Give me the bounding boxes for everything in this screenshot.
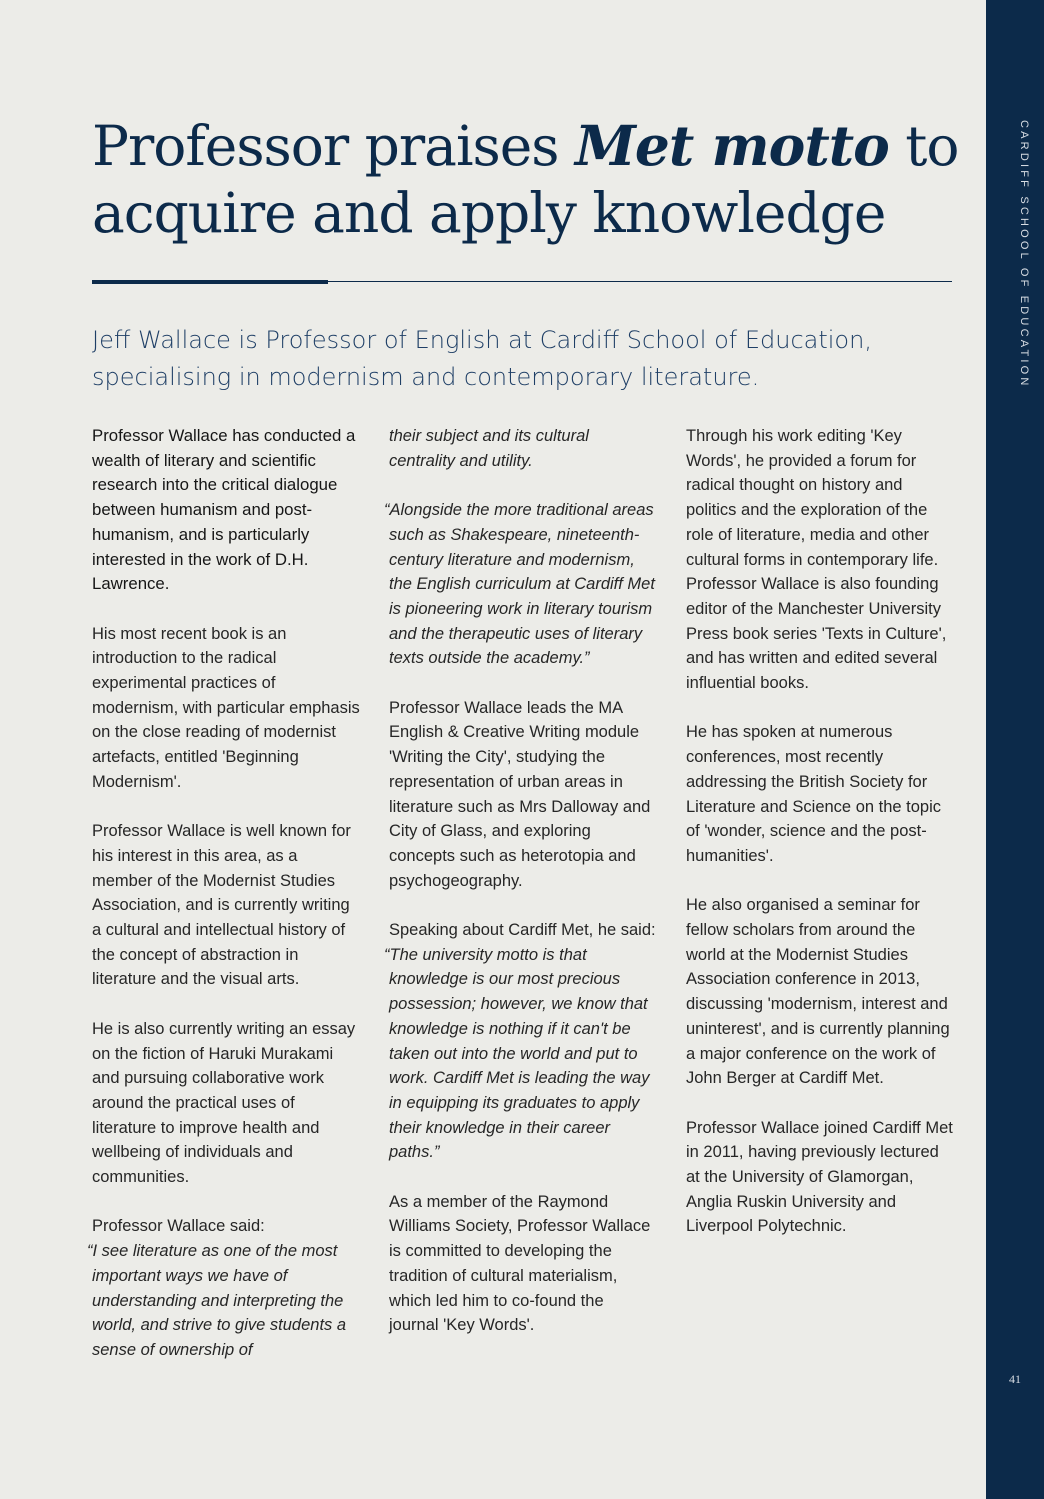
body-paragraph: His most recent book is an introduction to the radical experimental practices of modernism, with particular emphasis on the close reading of modernist artefacts, entitled 'Beginning Modernism'. xyxy=(92,624,360,791)
title-part-1: Professor praises xyxy=(92,114,576,178)
lead-paragraph: Professor Wallace has conducted a wealth of literary and scientific research into the critical dialogue between humanism and post-humanism, and is particularly interested in the work of D.H. Lawrence. xyxy=(92,426,356,594)
body-paragraph: Professor Wallace joined Cardiff Met in 2011, having previously lectured at the University of Glamorgan, Anglia Ruskin University and Liverpool Polytechnic. xyxy=(686,1118,953,1236)
article-column-3 xyxy=(686,424,954,1264)
sidebar xyxy=(986,0,1044,1499)
title-divider-accent xyxy=(92,280,328,284)
article-column-2 xyxy=(384,424,657,1363)
page-title xyxy=(92,112,972,247)
body-paragraph: Through his work editing 'Key Words', he provided a forum for radical thought on history and politics and the exploration of the role of literature, media and other cultural forms in contemporary life. Professor Wallace is also founding editor of the Manchester University Press book series 'Texts in Culture', and has written and edited several influential books. xyxy=(686,427,947,693)
pull-quote-continued: their subject and its cultural centrality and utility. xyxy=(389,427,589,470)
section-label: CARDIFF SCHOOL OF EDUCATION xyxy=(1018,120,1030,389)
body-paragraph: Professor Wallace is well known for his interest in this area, as a member of the Modernist Studies Association, and is currently writing a cultural and intellectual history of the concept of abstraction in literature and the visual arts. xyxy=(92,822,351,989)
body-paragraph: He also organised a seminar for fellow scholars from around the world at the Modernist Studies Association conference in 2013, discussing 'modernism, interest and uninterest', and is currently planning a major conference on the work of John Berger at Cardiff Met. xyxy=(686,896,950,1088)
body-paragraph: He has spoken at numerous conferences, most recently addressing the British Society for Literature and Science on the topic of 'wonder, science and the post-humanities'. xyxy=(686,723,942,865)
page-number: 41 xyxy=(1009,1372,1021,1386)
intro-standfirst: Jeff Wallace is Professor of English at Cardiff School of Education, specialising in modernism and contemporary literature. xyxy=(92,326,872,391)
body-paragraph: He is also currently writing an essay on the fiction of Haruki Murakami and pursuing collaborative work around the practical uses of literature to improve health and wellbeing of individuals and communities. xyxy=(92,1019,356,1187)
body-paragraph: Professor Wallace leads the MA English & Creative Writing module 'Writing the City', studying the representation of urban areas in literature such as Mrs Dalloway and City of Glass, and exploring concepts such as heterotopia and psychogeography. xyxy=(389,698,651,890)
pull-quote: “Alongside the more traditional areas such as Shakespeare, nineteenth-century literature and modernism, the English curriculum at Cardiff Met is pioneering work in literary tourism and the therapeutic uses of literary texts outside the academy.” xyxy=(384,501,655,668)
pull-quote: “The university motto is that knowledge is our most precious possession; however, we know that knowledge is nothing if it can't be taken out into the world and put to work. Cardiff Met is leading the way in equipping its graduates to apply their knowledge in their career paths.” xyxy=(384,945,650,1162)
body-paragraph: As a member of the Raymond Williams Society, Professor Wallace is committed to developing the tradition of cultural materialism, which led him to co-found the journal 'Key Words'. xyxy=(389,1192,651,1335)
pull-quote: “I see literature as one of the most important ways we have of understanding and interpreting the world, and strive to give students a sense of ownership of xyxy=(87,1242,347,1359)
body-paragraph: Speaking about Cardiff Met, he said: xyxy=(389,921,656,940)
title-emphasis: Met motto xyxy=(575,113,889,178)
article-column-1 xyxy=(87,424,360,1387)
body-paragraph: Professor Wallace said: xyxy=(92,1217,265,1236)
title-part-2: to acquire and apply knowledge xyxy=(92,114,959,245)
